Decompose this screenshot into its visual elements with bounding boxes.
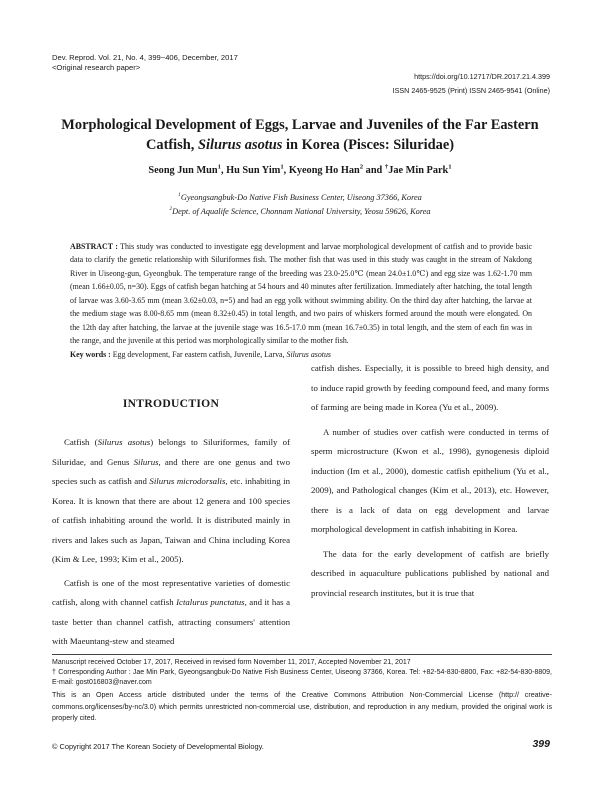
footnote-divider (52, 654, 552, 655)
affiliations (60, 191, 540, 219)
text-run: , and there are one genus and two species such as catfish and (52, 456, 290, 486)
author-separator: , (283, 165, 289, 176)
genus-name: Silurus (133, 456, 159, 467)
species-name: Ictalurus punctatus (176, 597, 245, 607)
keywords-text: Egg development, Far eastern catfish, Juvenile, Larva, (110, 349, 287, 359)
title-part-1: Morphological Development of Eggs, Larvae and Juveniles of the Far Eastern Catfish, (61, 117, 539, 153)
affiliation-line (60, 191, 540, 205)
license-notice: This is an Open Access article distributed under the terms of the Creative Commons Attribution Non-Commercial License (http:// creative-commons.org/licenses/by-nc/3.0) which permits unrestricted non-commercial use, distribution, and reproduction in any medium, provided the original work is properly cited. (52, 691, 552, 723)
issn: ISSN 2465-9525 (Print) ISSN 2465-9541 (Online) (392, 86, 550, 95)
author-affiliation-marker: 1 (280, 163, 284, 171)
abstract-text: This study was conducted to investigate egg development and larvae morphological development of catfish and to provide basic data to clarify the genetic relationship with Siluriformes fish. The mother fish that was used in this study was caught in the stream of Nakdong River in Uiseong-gun, Gyeongbuk. The temperature range of the breeding was 23.0-25.0℃ (mean 24.0±1.0℃) and egg size was 1.62-1.70 mm (mean 1.66±0.05, n=30). Eggs of catfish began hatching at 54 hours and 40 minutes after fertilization. Immediately after hatching, the total length of larvae was 3.60-3.65 mm (mean 3.62±0.03, n=5) and had an egg yolk without swimming ability. On the third day after hatching, the larvae at the medium stage was 8.00-8.65 mm (mean 8.32±0.45) in total length, and two pairs of whiskers formed around the mouth were elongated. On the 12th day after hatching, the larvae at the juvenile stage was 16.5-17.0 mm (mean 16.7±0.35) in total length, and the stem of each fin was in the range, and the juvenile at this period was morphologically similar to the mother fish. (70, 242, 533, 346)
author-affiliation-marker: 1 (448, 163, 452, 171)
copyright-notice: © Copyright 2017 The Korean Society of Developmental Biology. (52, 742, 264, 751)
paper-type: <Original research paper> (52, 63, 141, 72)
journal-citation: Dev. Reprod. Vol. 21, No. 4, 399~406, December, 2017 (52, 53, 238, 62)
author-affiliation-marker: 1 (217, 163, 221, 171)
title-species: Silurus asotus (197, 137, 283, 153)
author-name: Seong Jun Mun (148, 165, 218, 176)
keywords-species: Silurus asotus (286, 349, 332, 359)
body-paragraph-continued: catfish dishes. Especially, it is possible to breed high density, and to induce rapid growth by feeding compound feed, and many forms of farming are being made in Korea (Yu et al., 2009). (311, 363, 549, 412)
affiliation-text: Dept. of Aqualife Science, Chonnam National University, Yeosu 59626, Korea (172, 207, 431, 216)
abstract (70, 240, 532, 361)
title-part-2: in Korea (Pisces: Siluridae) (282, 137, 454, 153)
text-run: ) belongs to Siluriformes, family of Siluridae, and Genus (52, 437, 290, 467)
author-separator: and (363, 165, 385, 176)
text-run: , and it has a taste better than channel catfish, attracting consumers' attention with Maeuntang-stew and steamed (52, 597, 290, 646)
author-name: Jae Min Park (388, 165, 449, 176)
author-separator: , (220, 165, 227, 176)
affiliation-marker: 1 (178, 192, 181, 199)
left-column (52, 392, 290, 652)
body-paragraph (52, 433, 290, 570)
abstract-paragraph (70, 240, 532, 348)
keywords-label: Key words : (70, 349, 111, 359)
author-name: Hu Sun Yim (226, 165, 281, 176)
affiliation-text: Gyeongsangbuk-Do Native Fish Business Center, Uiseong 37366, Korea (180, 193, 422, 202)
corresponding-author-marker: † (384, 163, 389, 171)
affiliation-line (60, 205, 540, 219)
text-run: , etc. inhabiting in Korea. It is known that there are about 12 genera and 100 species of catfish inhabiting around the world. It is distributed mainly in rivers and lakes such as Japan, Taiwan and China including Korea (Kim & Lee, 1993; Kim et al., 2005). (52, 476, 290, 564)
doi-block (393, 70, 550, 98)
manuscript-history: Manuscript received October 17, 2017, Received in revised form November 11, 2017, Accepted November 21, 2017 (52, 659, 411, 666)
paper-title (60, 115, 540, 155)
body-paragraph: A number of studies over catfish were conducted in terms of sperm microstructure (Kwon et al., 1998), gynogenesis diploid induction (Im et al., 2000), domestic catfish epithelium (Yu et al., 2009), and Pathological changes (Kim et al., 2013), etc. However, there is a lack of data on egg development and larvae morphological development in catfish inhabiting in Korea. (311, 426, 549, 534)
abstract-label: ABSTRACT : (70, 242, 118, 251)
journal-header (52, 53, 238, 73)
text-run: Catfish ( (64, 437, 98, 447)
right-column (311, 359, 549, 603)
body-paragraph (52, 574, 290, 652)
affiliation-marker: 2 (169, 206, 173, 213)
footnotes (52, 658, 552, 689)
corresponding-author-note: † Corresponding Author : Jae Min Park, Gyeongsangbuk-Do Native Fish Business Center, Uiseong 37366, Korea. Tel: +82-54-830-8800, Fax: +82-54-830-8809, E-mail: gost016803@naver.com (52, 669, 552, 687)
species-name: Silurus microdorsalis (149, 476, 226, 486)
section-heading: INTRODUCTION (122, 397, 220, 410)
species-name: Silurus asotus (97, 437, 151, 447)
author-name: Kyeong Ho Han (288, 165, 360, 176)
body-paragraph: The data for the early development of catfish are briefly described in aquaculture publications published by national and provincial research institutes, but it is true that (311, 548, 549, 598)
doi-link[interactable]: https://doi.org/10.12717/DR.2017.21.4.399 (414, 72, 550, 81)
author-affiliation-marker: 2 (359, 163, 364, 171)
page-number: 399 (532, 738, 550, 750)
text-run: Catfish is one of the most representative varieties of domestic catfish, along with channel catfish (52, 577, 290, 607)
author-list (60, 165, 540, 176)
